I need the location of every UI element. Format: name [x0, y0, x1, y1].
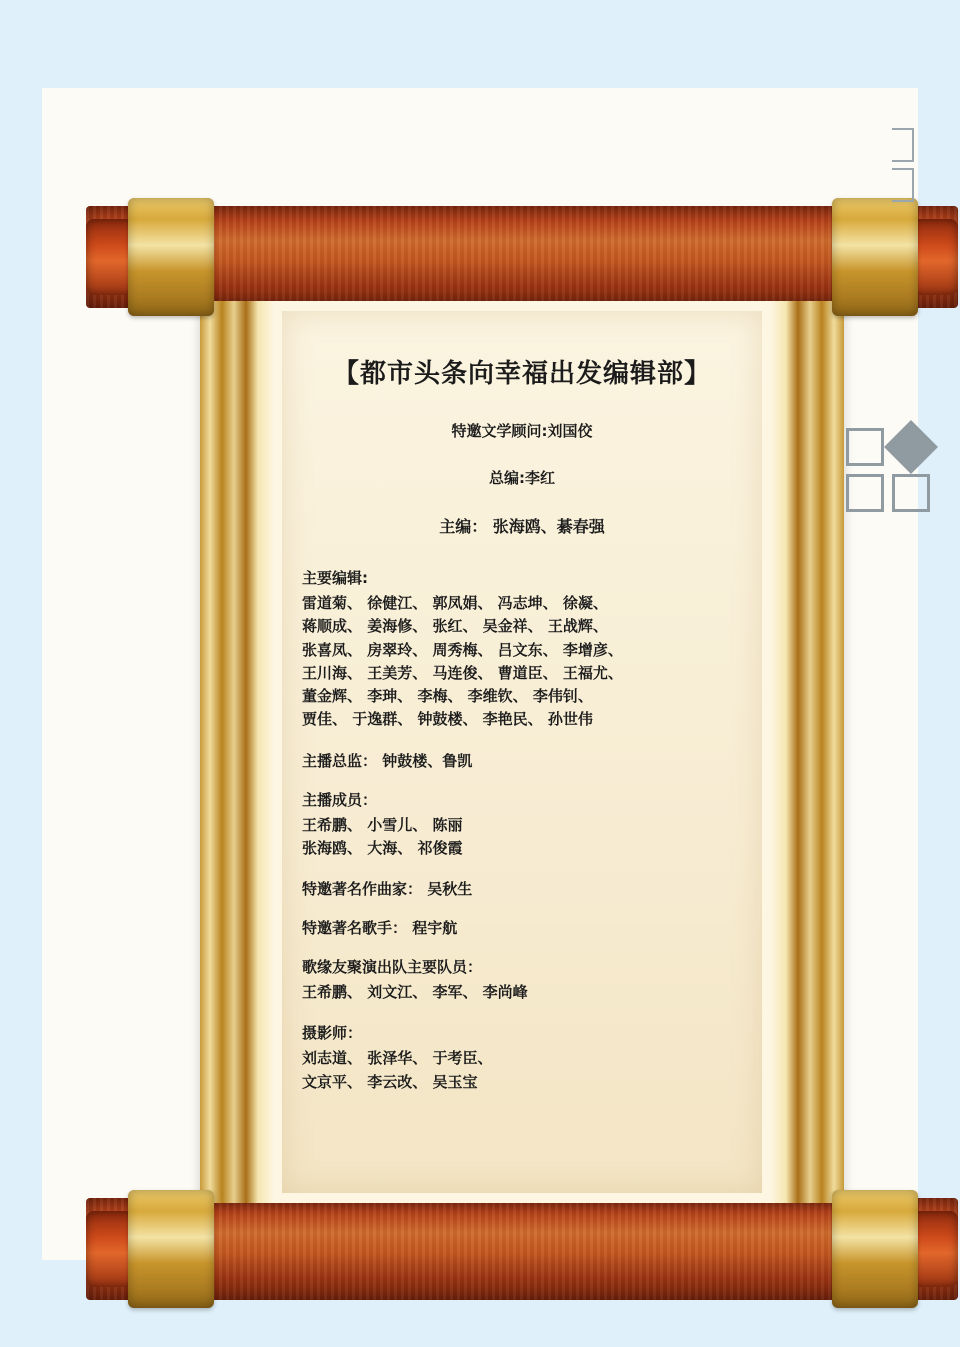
square-top-left — [846, 428, 884, 466]
page-title: 【都市头条向幸福出发编辑部】 — [332, 359, 711, 389]
scroll-cap-top-left — [128, 198, 214, 316]
section-row: 张喜凤、 房翠玲、 周秀梅、 吕文东、 李增彦、 — [302, 640, 623, 659]
section-row: 蒋顺成、 姜海修、 张红、 吴金祥、 王战辉、 — [302, 617, 608, 636]
section-row: 董金辉、 李珅、 李梅、 李维钦、 李伟钊、 — [302, 687, 593, 705]
four-squares-icon[interactable] — [846, 428, 930, 512]
section-heading: 主播成员： — [302, 790, 378, 809]
section-row: 王川海、 王美芳、 马连俊、 曹道臣、 王福尤、 — [302, 663, 623, 682]
scroll-cap-bottom-right — [832, 1190, 918, 1308]
square-bottom-left — [846, 474, 884, 512]
square-bottom-right — [892, 474, 930, 512]
section-photographers — [302, 1022, 802, 1094]
bracket-marks-icon[interactable] — [888, 128, 916, 212]
section-anchor-director: 主播总监： 钟鼓楼、鲁凯 — [302, 751, 473, 770]
scroll-body — [200, 301, 844, 1203]
scroll-paper — [282, 311, 762, 1193]
literary-advisor-line: 特邀文学顾问:刘国佼 — [451, 422, 593, 440]
managing-editor-line: 主编： 张海鸥、綦春强 — [439, 517, 605, 536]
rod-texture — [86, 206, 958, 308]
scroll-cap-bottom-left — [128, 1190, 214, 1308]
section-row: 王希鹏、 小雪儿、 陈丽 — [302, 815, 463, 834]
section-heading: 摄影师： — [302, 1024, 363, 1043]
section-row: 张海鸥、 大海、 祁俊霞 — [302, 838, 463, 857]
section-row: 贾佳、 于逸群、 钟鼓楼、 李艳民、 孙世伟 — [302, 710, 593, 729]
section-row: 雷道菊、 徐健江、 郭凤娟、 冯志坤、 徐凝、 — [302, 594, 608, 612]
chief-editor-line: 总编:李红 — [489, 469, 555, 487]
rod-texture — [86, 1198, 958, 1300]
scroll-rod-top — [86, 206, 958, 308]
document-page — [42, 88, 918, 1260]
section-row: 王希鹏、 刘文江、 李军、 李尚峰 — [302, 983, 528, 1001]
diamond-top-right — [884, 420, 938, 474]
scroll-cap-top-right — [832, 198, 918, 316]
section-heading: 主要编辑: — [302, 569, 368, 587]
scroll-rod-bottom — [86, 1198, 958, 1300]
section-row: 文京平、 李云改、 吴玉宝 — [302, 1072, 478, 1091]
section-guest-composer: 特邀著名作曲家： 吴秋生 — [302, 880, 473, 898]
document-content — [242, 353, 802, 1112]
section-performance-team — [302, 956, 802, 1004]
section-heading: 歌缘友聚演出队主要队员： — [302, 958, 483, 976]
bracket-mark-lower — [892, 168, 914, 202]
bracket-mark-upper — [892, 128, 914, 162]
section-guest-singer: 特邀著名歌手： 程宇航 — [302, 919, 458, 937]
section-main-editors — [302, 567, 802, 732]
section-anchor-members — [302, 789, 802, 861]
section-row: 刘志道、 张泽华、 于考臣、 — [302, 1049, 493, 1068]
